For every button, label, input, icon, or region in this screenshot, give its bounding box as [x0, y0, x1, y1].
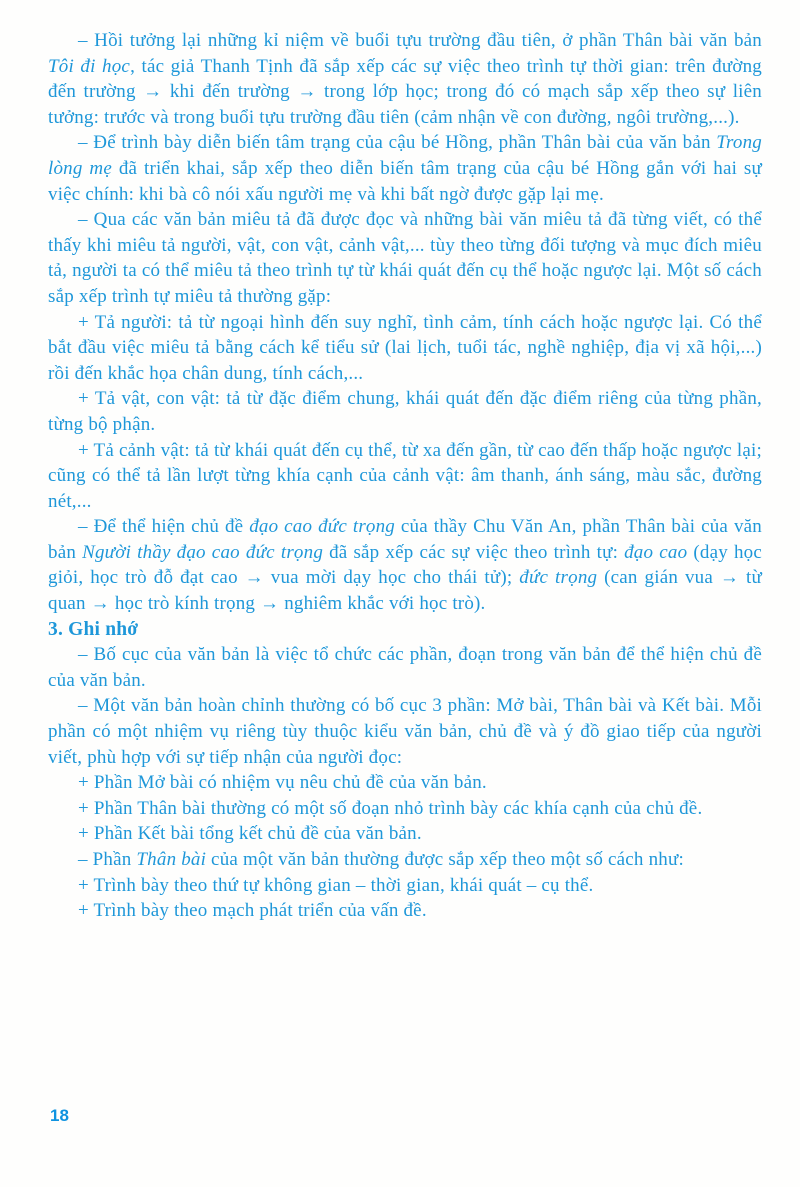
- text-segment: + Trình bày theo mạch phát triển của vấn đề.: [78, 900, 427, 922]
- text-segment: Người thầy đạo cao đức trọng: [82, 541, 324, 563]
- section-heading: [48, 617, 762, 643]
- paragraph: [48, 514, 762, 616]
- paragraph: [48, 310, 762, 387]
- text-segment: đức trọng: [519, 567, 598, 589]
- paragraph: [48, 28, 762, 130]
- paragraph: [48, 693, 762, 770]
- text-segment: – Để thể hiện chủ đề: [78, 516, 250, 538]
- paragraph: [48, 796, 762, 822]
- text-segment: + Tả người: tả từ ngoại hình đến suy nghĩ, tình cảm, tính cách hoặc ngược lại. Có thể bắt đầu việc miêu tả bằng cách kể tiểu sử (lai lịch, tuổi tác, nghề nghiệp, địa vị xã hội,...) rồi đến khắc họa chân dung, tính cách,...: [48, 311, 762, 384]
- text-segment: – Một văn bản hoàn chỉnh thường có bố cục 3 phần: Mở bài, Thân bài và Kết bài. Mỗi phần có một nhiệm vụ riêng tùy thuộc kiểu văn bản, chủ đề và ý đồ giao tiếp của người viết, phù hợp với sự tiếp nhận của người đọc:: [48, 695, 762, 768]
- text-segment: + Tả cảnh vật: tả từ khái quát đến cụ thể, từ xa đến gần, từ cao đến thấp hoặc ngược lại; cũng có thể tả lần lượt từng khía cạnh của cảnh vật: âm thanh, ánh sáng, màu sắc, đường nét,...: [48, 439, 762, 512]
- paragraph: [48, 898, 762, 924]
- text-segment: – Hồi tưởng lại những kỉ niệm về buổi tựu trường đầu tiên, ở phần Thân bài văn bản: [78, 30, 762, 51]
- page-number: 18: [50, 1106, 69, 1125]
- text-segment: đạo cao đức trọng: [249, 516, 396, 538]
- text-segment: của thầy Chu Văn An, phần Thân bài của văn bản: [48, 516, 762, 563]
- text-segment: đã triển khai, sắp xếp theo diễn biến tâm trạng của cậu bé Hồng gắn với hai sự việc chính: khi bà cô nói xấu người mẹ và khi bất ngờ được gặp lại mẹ.: [48, 157, 762, 205]
- text-segment: + Phần Mở bài có nhiệm vụ nêu chủ đề của văn bản.: [78, 772, 487, 794]
- text-segment: (dạy học giỏi, học trò đỗ đạt cao → vua mời dạy học cho thái tử);: [48, 541, 762, 589]
- text-segment: (can gián vua → từ quan → học trò kính trọng → nghiêm khắc với học trò).: [48, 567, 762, 615]
- text-segment: + Trình bày theo thứ tự không gian – thời gian, khái quát – cụ thể.: [78, 874, 594, 896]
- text-segment: đạo cao: [624, 541, 688, 563]
- text-segment: , tác giả Thanh Tịnh đã sắp xếp các sự việc theo trình tự thời gian: trên đường đến trường → khi đến trường → trong lớp học; trong đó có mạch sắp xếp theo sự liên tưởng: trước và trong buổi tựu trường đầu tiên (cảm nhận về con đường, ngôi trường,...).: [48, 55, 762, 128]
- text-segment: + Phần Kết bài tổng kết chủ đề của văn bản.: [78, 823, 422, 845]
- text-segment: 3. Ghi nhớ: [48, 618, 139, 640]
- paragraph: [48, 847, 762, 873]
- text-segment: + Phần Thân bài thường có một số đoạn nhỏ trình bày các khía cạnh của chủ đề.: [78, 797, 703, 819]
- text-segment: – Bố cục của văn bản là việc tổ chức các phần, đoạn trong văn bản để thể hiện chủ đề của văn bản.: [48, 644, 762, 691]
- text-segment: – Qua các văn bản miêu tả đã được đọc và những bài văn miêu tả đã từng viết, có thể thấy khi miêu tả người, vật, con vật, cảnh vật,... tùy theo từng đối tượng và mục đích miêu tả, người ta có thể miêu tả theo trình tự từ khái quát đến cụ thể hoặc ngược lại. Một số cách sắp xếp trình tự miêu tả thường gặp:: [48, 209, 762, 307]
- text-segment: + Tả vật, con vật: tả từ đặc điểm chung, khái quát đến đặc điểm riêng của từng phần, từng bộ phận.: [48, 388, 762, 435]
- text-segment: Trong lòng mẹ: [48, 132, 762, 179]
- text-segment: Tôi đi học: [48, 55, 131, 77]
- paragraph: [48, 770, 762, 796]
- paragraph: [48, 386, 762, 437]
- paragraph: [48, 438, 762, 515]
- text-segment: của một văn bản thường được sắp xếp theo một số cách như:: [206, 849, 684, 870]
- paragraph: [48, 207, 762, 309]
- text-segment: đã sắp xếp các sự việc theo trình tự:: [323, 541, 625, 563]
- text-segment: Thân bài: [136, 849, 207, 870]
- paragraph: [48, 642, 762, 693]
- text-segment: – Để trình bày diễn biến tâm trạng của cậu bé Hồng, phần Thân bài của văn bản: [78, 132, 717, 154]
- paragraph: [48, 130, 762, 207]
- text-segment: – Phần: [78, 849, 137, 870]
- paragraph: [48, 873, 762, 899]
- document-body: [48, 28, 762, 924]
- paragraph: [48, 821, 762, 847]
